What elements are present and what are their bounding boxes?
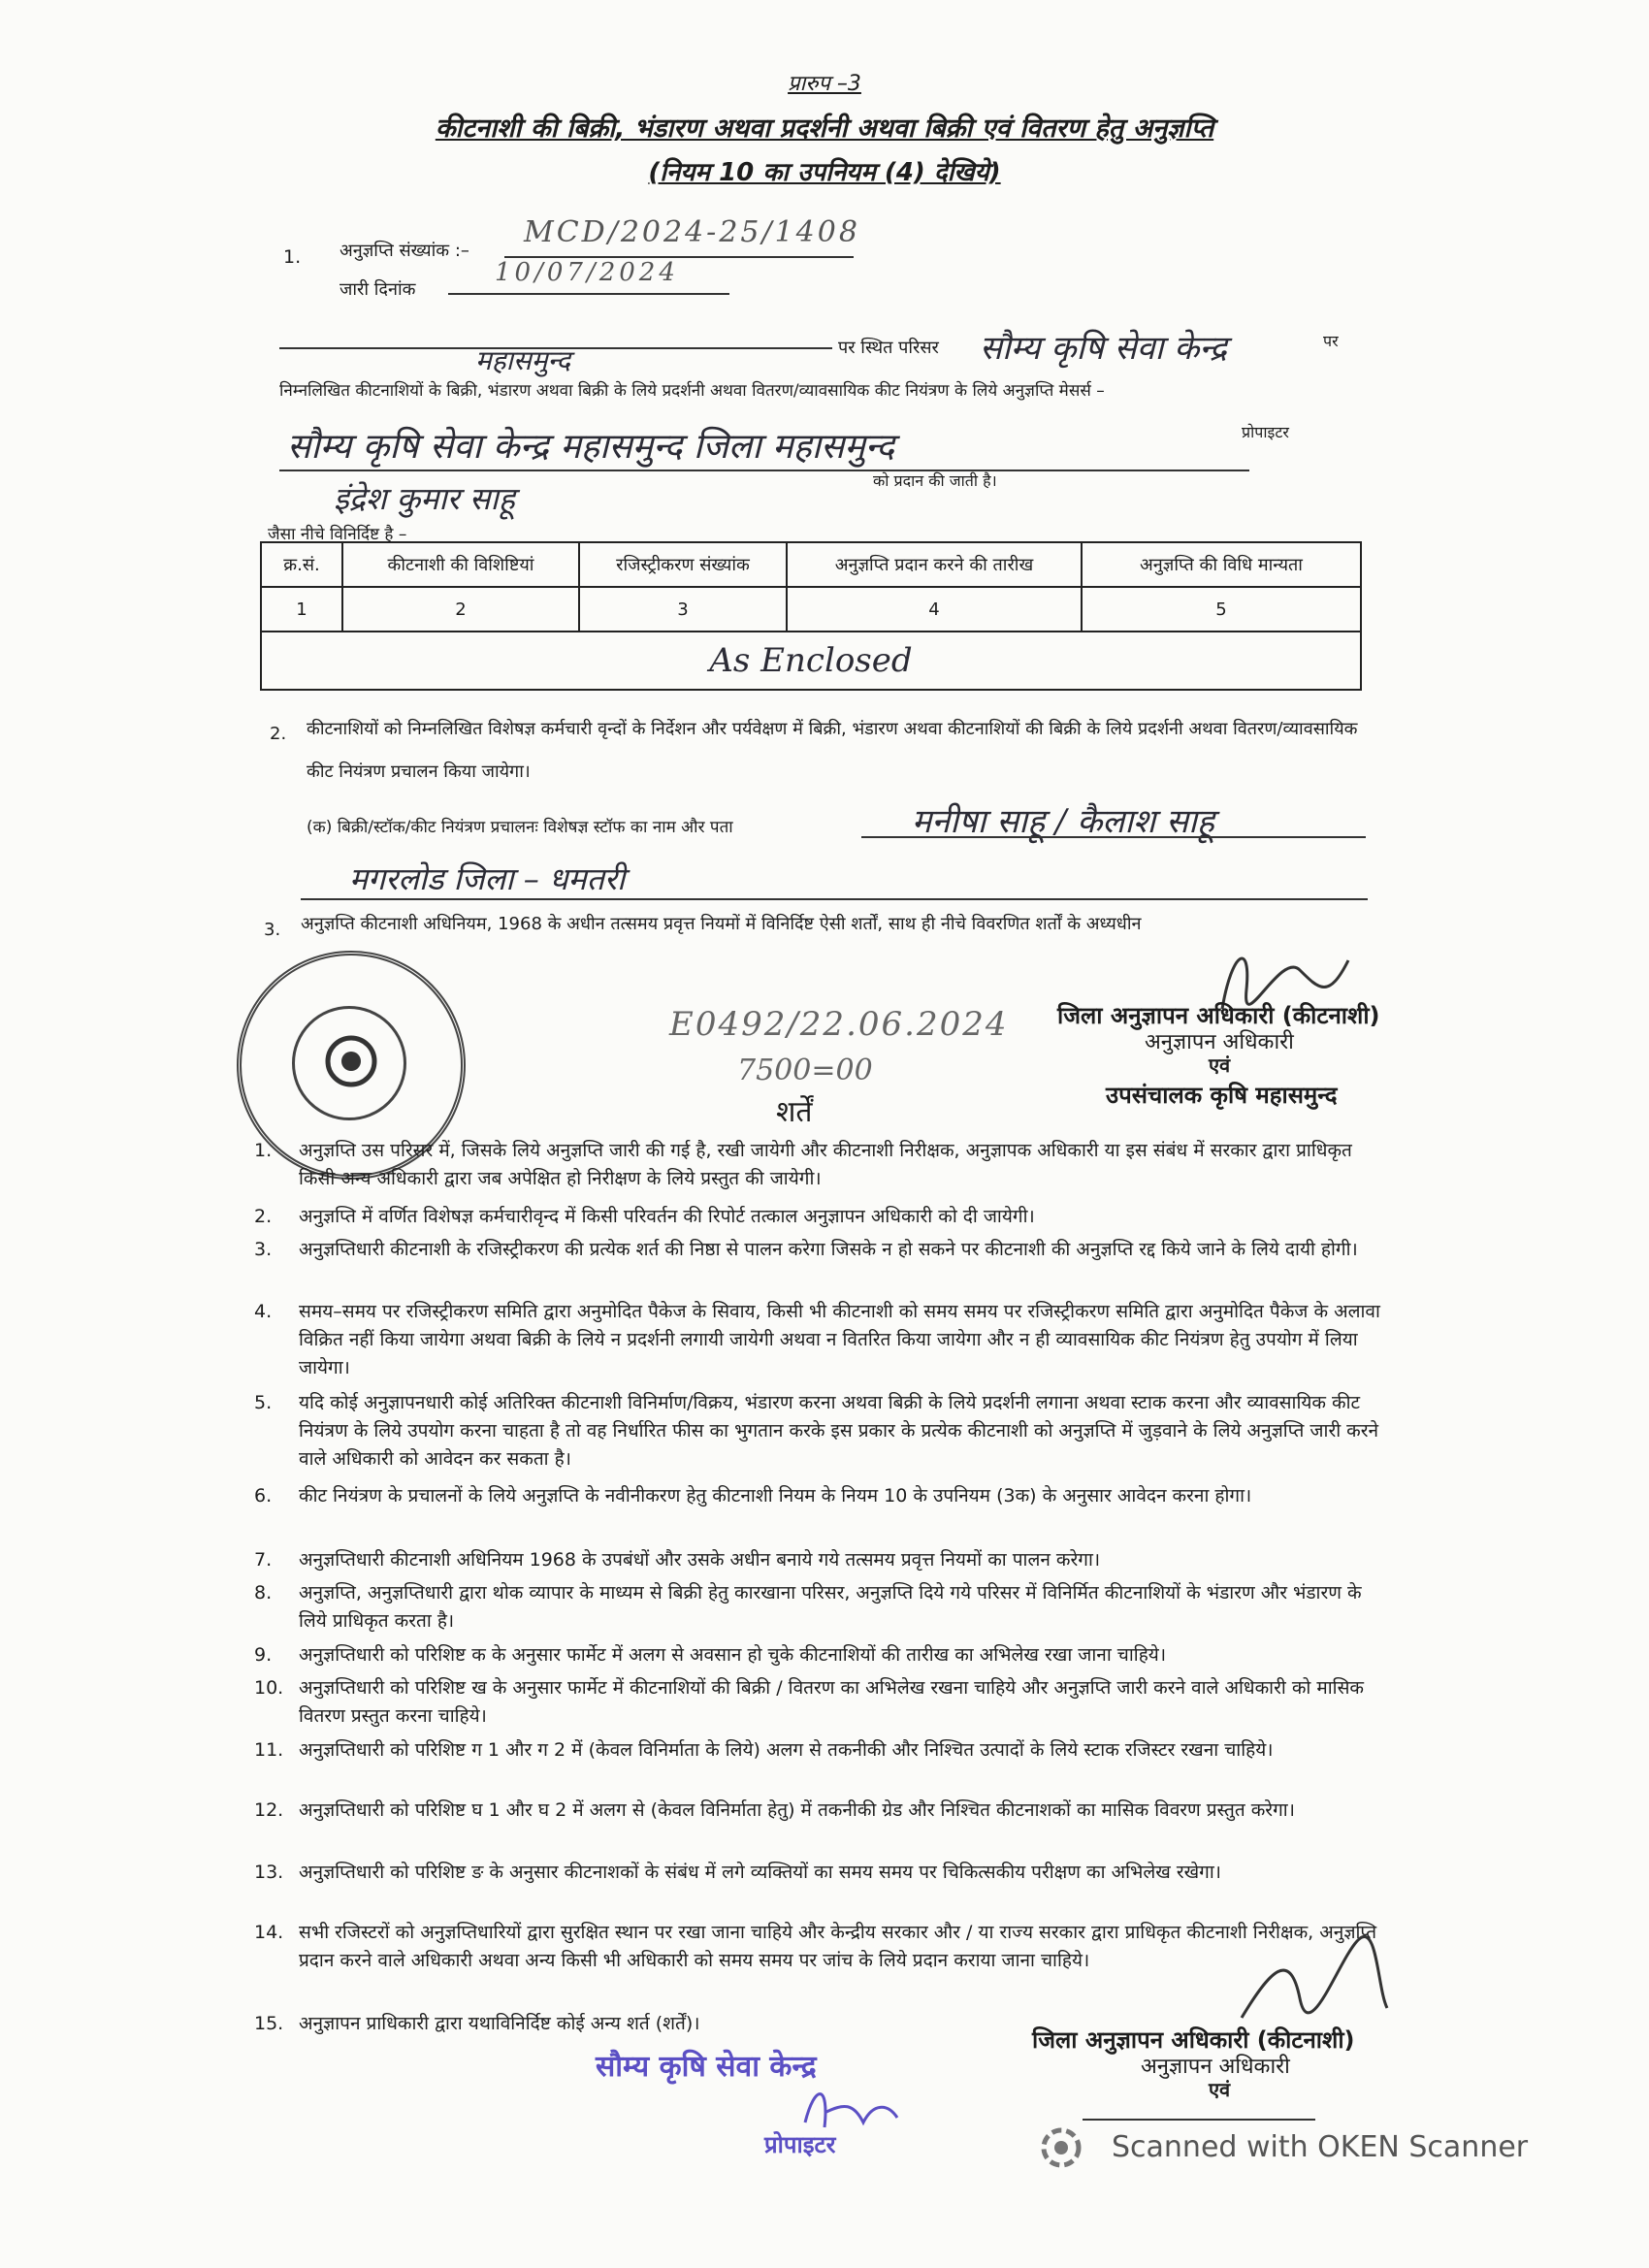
condition-text: अनुज्ञप्तिधारी कीटनाशी अधिनियम 1968 के उपबंधों और उसके अधीन बनाये गये तत्समय प्रवृत्त नियमों का पालन करेगा। bbox=[299, 1549, 1101, 1571]
condition-number: 4. bbox=[254, 1301, 273, 1322]
premises-suffix: पर bbox=[1323, 332, 1339, 350]
bottom-officer-line bbox=[1083, 2119, 1315, 2121]
condition-text: अनुज्ञप्तिधारी को परिशिष्ट क के अनुसार फार्मेट में अलग से अवसान हो चुके कीटनाशियों की तारीख का अभिलेख रखा जाना चाहिये। bbox=[299, 1644, 1167, 1666]
condition-item bbox=[254, 1546, 1389, 1574]
granted-text: को प्रदान की जाती है। bbox=[873, 471, 997, 490]
condition-text: सभी रजिस्टरों को अनुज्ञप्तिधारियों द्वारा सुरक्षित स्थान पर रखा जाना चाहिये और केन्द्रीय सरकार और / या राज्य सरकार द्वारा प्राधिकृत कीटनाशी निरीक्षक, अनुज्ञप्ति प्रदान करने वाले अधिकारी अथवा अन्य किसी भी अधिकारी को समय समय पर जांच के लिये प्रदान कराया जाना चाहिये। bbox=[299, 1922, 1377, 1971]
officer-title-4: उपसंचालक कृषि महासमुन्द bbox=[1106, 1082, 1338, 1109]
condition-item bbox=[254, 1298, 1389, 1382]
scanner-watermark-text: Scanned with OKEN Scanner bbox=[1112, 2130, 1529, 2164]
condition-text: अनुज्ञप्ति उस परिसर में, जिसके लिये अनुज्ञप्ति जारी की गई है, रखी जायेगी और कीटनाशी निरीक्षक, अनुज्ञापक अधिकारी या इस संबंध में सरकार द्वारा प्राधिकृत किसी अन्य अधिकारी द्वारा जब अपेक्षित हो निरीक्षण के लिये प्रस्तुत की जायेगी। bbox=[299, 1140, 1352, 1189]
fee-amount: 7500=00 bbox=[737, 1053, 873, 1087]
condition-text: अनुज्ञप्तिधारी कीटनाशी के रजिस्ट्रीकरण की प्रत्येक शर्त की निष्ठा से पालन करेगा जिसके न हो सकने पर कीटनाशी की अनुज्ञप्ति रद्द किये जाने के लिये दायी होगी। bbox=[299, 1239, 1358, 1260]
condition-number: 6. bbox=[254, 1485, 273, 1507]
condition-item bbox=[254, 1482, 1389, 1510]
issue-date-label: जारी दिनांक bbox=[340, 279, 416, 300]
as-enclosed-text: As Enclosed bbox=[709, 641, 913, 680]
table-header-cell: कीटनाशी की विशिष्टियां bbox=[342, 542, 579, 587]
officer-title-1: जिला अनुज्ञापन अधिकारी (कीटनाशी) bbox=[1057, 1002, 1380, 1029]
table-enclosed-row bbox=[261, 632, 1361, 690]
bottom-officer-signature bbox=[1222, 1930, 1397, 2027]
condition-number: 15. bbox=[254, 2013, 284, 2034]
proprietor-value: इंद्रेश कुमार साहू bbox=[334, 480, 515, 517]
item-number-1: 1. bbox=[283, 246, 302, 268]
condition-text: अनुज्ञप्ति, अनुज्ञप्तिधारी द्वारा थोक व्यापार के माध्यम से बिक्री हेतु कारखाना परिसर, अनुज्ञप्ति दिये गये परिसर में विनिर्मित कीटनाशियों के भंडारण और भंडारण के लिये प्राधिकृत करता है। bbox=[299, 1582, 1362, 1632]
table-number-cell: 4 bbox=[787, 587, 1082, 632]
table-number-cell: 1 bbox=[261, 587, 342, 632]
section-2-text: कीटनाशियों को निम्नलिखित विशेषज्ञ कर्मचारी वृन्दों के निर्देशन और पर्यवेक्षण में बिक्री, भंडारण अथवा कीटनाशियों की बिक्री के लिये प्रदर्शनी अथवा वितरण/व्यावसायिक कीट नियंत्रण प्रचालन किया जायेगा। bbox=[307, 719, 1358, 782]
condition-text: कीट नियंत्रण के प्रचालनों के लिये अनुज्ञप्ति के नवीनीकरण हेतु कीटनाशी नियम के नियम 10 के उपनियम (3क) के अनुसार आवेदन करना होगा। bbox=[299, 1485, 1252, 1507]
condition-item bbox=[254, 1797, 1389, 1825]
condition-number: 13. bbox=[254, 1862, 284, 1883]
condition-text: समय–समय पर रजिस्ट्रीकरण समिति द्वारा अनुमोदित पैकेज के सिवाय, किसी भी कीटनाशी को समय समय पर रजिस्ट्रीकरण समिति द्वारा अनुमोदित पैकेज के अलावा विक्रित नहीं किया जायेगा अथवा बिक्री के लिये न प्रदर्शनी लगायी जायेगी अथवा न वितरित किया जायेगा और न ही व्यावसायिक कीट नियंत्रण हेतु उपयोग में लिया जायेगा। bbox=[299, 1301, 1380, 1378]
table-number-row bbox=[261, 587, 1361, 632]
condition-text: यदि कोई अनुज्ञापनधारी कोई अतिरिक्त कीटनाशी विनिर्माण/विक्रय, भंडारण करना अथवा बिक्री के लिये प्रदर्शनी लगाना अथवा स्टाक करना और व्यावसायिक कीट नियंत्रण के लिये उपयोग करना चाहता है तो वह निर्धारित फीस का भुगतान करके इस प्रकार के प्रत्येक कीटनाशी को अनुज्ञप्ति में जुड़वाने के लिये अनुज्ञप्ति जारी करने वाले अधिकारी को आवेदन कर सकता है। bbox=[299, 1392, 1379, 1470]
condition-item bbox=[254, 1579, 1389, 1636]
proprietor-label: प्रोपाइटर bbox=[1242, 423, 1289, 441]
proprietor-stamp-firm: सौम्य कृषि सेवा केन्द्र bbox=[596, 2050, 817, 2084]
condition-item bbox=[254, 1919, 1389, 1975]
issue-date-line bbox=[448, 293, 729, 295]
issue-date-value: 10/07/2024 bbox=[495, 258, 679, 287]
purpose-text: निम्नलिखित कीटनाशियों के बिक्री, भंडारण अथवा बिक्री के लिये प्रदर्शनी अथवा वितरण/व्यावसायिक कीट नियंत्रण के लिये अनुज्ञप्ति मेसर्स – bbox=[279, 381, 1105, 401]
condition-number: 5. bbox=[254, 1392, 273, 1413]
as-below-text: जैसा नीचे विनिर्दिष्ट है – bbox=[268, 525, 407, 544]
condition-number: 3. bbox=[254, 1239, 273, 1260]
table-enclosed-cell bbox=[261, 632, 1361, 690]
address-line bbox=[301, 898, 1368, 900]
firm-value: सौम्य कृषि सेवा केन्द्र महासमुन्द जिला महासमुन्द bbox=[287, 427, 895, 467]
table-header-row bbox=[261, 542, 1361, 587]
table-number-cell: 5 bbox=[1082, 587, 1361, 632]
condition-item bbox=[254, 1389, 1389, 1474]
bottom-officer-title-3: एवं bbox=[1209, 2078, 1231, 2101]
table-header-cell: अनुज्ञप्ति प्रदान करने की तारीख bbox=[787, 542, 1082, 587]
document-title: कीटनाशी की बिक्री, भंडारण अथवा प्रदर्शनी अथवा बिक्री एवं वितरण हेतु अनुज्ञप्ति bbox=[435, 113, 1214, 144]
condition-number: 11. bbox=[254, 1739, 284, 1761]
condition-item bbox=[254, 2010, 991, 2038]
condition-item bbox=[254, 1203, 1389, 1231]
condition-item bbox=[254, 1674, 1389, 1731]
table-number-cell: 2 bbox=[342, 587, 579, 632]
license-number-label: अनुज्ञप्ति संख्यांक :– bbox=[340, 241, 469, 261]
officer-title-3: एवं bbox=[1209, 1053, 1231, 1077]
condition-number: 2. bbox=[254, 1206, 273, 1227]
section-2-number: 2. bbox=[270, 724, 287, 744]
proprietor-stamp-role: प्रोपाइटर bbox=[764, 2131, 836, 2158]
premises-label: पर स्थित परिसर bbox=[838, 338, 939, 358]
condition-number: 8. bbox=[254, 1582, 273, 1604]
condition-number: 7. bbox=[254, 1549, 273, 1571]
section-3-number: 3. bbox=[264, 920, 281, 940]
license-table bbox=[260, 541, 1362, 691]
location-value: महासमुन्द bbox=[475, 344, 571, 376]
bottom-officer-title-1: जिला अनुज्ञापन अधिकारी (कीटनाशी) bbox=[1032, 2026, 1355, 2054]
form-label: प्रारुप –3 bbox=[788, 72, 861, 96]
firm-line bbox=[279, 470, 1249, 471]
officer-title-2: अनुज्ञापन अधिकारी bbox=[1145, 1030, 1294, 1054]
table-header-cell: क्र.सं. bbox=[261, 542, 342, 587]
condition-text: अनुज्ञप्तिधारी को परिशिष्ट ख के अनुसार फार्मेट में कीटनाशियों की बिक्री / वितरण का अभिलेख रखना चाहिये और अनुज्ञप्ति जारी करने वाले अधिकारी को मासिक वितरण प्रस्तुत करना चाहिये। bbox=[299, 1677, 1365, 1727]
challan-number: E0492/22.06.2024 bbox=[669, 1005, 1009, 1044]
staff-value: मनीषा साहू / कैलाश साहू bbox=[912, 802, 1214, 841]
premises-value: सौम्य कृषि सेवा केन्द्र bbox=[980, 329, 1227, 368]
staff-line bbox=[861, 836, 1366, 838]
condition-number: 12. bbox=[254, 1799, 284, 1821]
table-header-cell: रजिस्ट्रीकरण संख्यांक bbox=[579, 542, 787, 587]
condition-text: अनुज्ञप्ति में वर्णित विशेषज्ञ कर्मचारीवृन्द में किसी परिवर्तन की रिपोर्ट तत्काल अनुज्ञापन अधिकारी को दी जायेगी। bbox=[299, 1206, 1035, 1227]
condition-item bbox=[254, 1641, 1389, 1669]
staff-address: मगरलोड जिला – धमतरी bbox=[349, 860, 626, 897]
conditions-heading: शर्तें bbox=[776, 1095, 813, 1129]
condition-number: 9. bbox=[254, 1644, 273, 1666]
condition-text: अनुज्ञापन प्राधिकारी द्वारा यथाविनिर्दिष्ट कोई अन्य शर्त (शर्तें)। bbox=[299, 2013, 700, 2034]
bottom-officer-title-2: अनुज्ञापन अधिकारी bbox=[1141, 2055, 1290, 2079]
emblem-icon bbox=[317, 1027, 385, 1095]
scanner-logo-icon bbox=[1038, 2124, 1084, 2171]
condition-number: 14. bbox=[254, 1922, 284, 1943]
staff-label: (क) बिक्री/स्टॉक/कीट नियंत्रण प्रचालनः विशेषज्ञ स्टॉफ का नाम और पता bbox=[307, 818, 733, 837]
condition-number: 1. bbox=[254, 1140, 273, 1161]
condition-item bbox=[254, 1859, 1389, 1887]
condition-item bbox=[254, 1236, 1389, 1264]
condition-text: अनुज्ञप्तिधारी को परिशिष्ट ग 1 और ग 2 में (केवल विनिर्माता के लिये) अलग से तकनीकी और निश्चित उत्पादों के लिये स्टाक रजिस्टर रखना चाहिये। bbox=[299, 1739, 1274, 1761]
section-3-text: अनुज्ञप्ति कीटनाशी अधिनियम, 1968 के अधीन तत्समय प्रवृत्त नियमों में विनिर्दिष्ट ऐसी शर्तों, साथ ही नीचे विवरणित शर्तों के अध्यधीन bbox=[301, 914, 1142, 934]
table-number-cell: 3 bbox=[579, 587, 787, 632]
condition-text: अनुज्ञप्तिधारी को परिशिष्ट घ 1 और घ 2 में अलग से (केवल विनिर्माता हेतु) में तकनीकी ग्रेड और निश्चित कीटनाशकों का मासिक विवरण प्रस्तुत करेगा। bbox=[299, 1799, 1295, 1821]
condition-item bbox=[254, 1137, 1389, 1193]
license-number-value: MCD/2024-25/1408 bbox=[524, 215, 860, 249]
condition-item bbox=[254, 1736, 1389, 1765]
document-subtitle: (नियम 10 का उपनियम (4) देखिये) bbox=[648, 158, 1001, 187]
condition-number: 10. bbox=[254, 1677, 284, 1699]
table-header-cell: अनुज्ञप्ति की विधि मान्यता bbox=[1082, 542, 1361, 587]
condition-text: अनुज्ञप्तिधारी को परिशिष्ट ङ के अनुसार कीटनाशकों के संबंध में लगे व्यक्तियों का समय समय पर चिकित्सकीय परीक्षण का अभिलेख रखेगा। bbox=[299, 1862, 1221, 1883]
